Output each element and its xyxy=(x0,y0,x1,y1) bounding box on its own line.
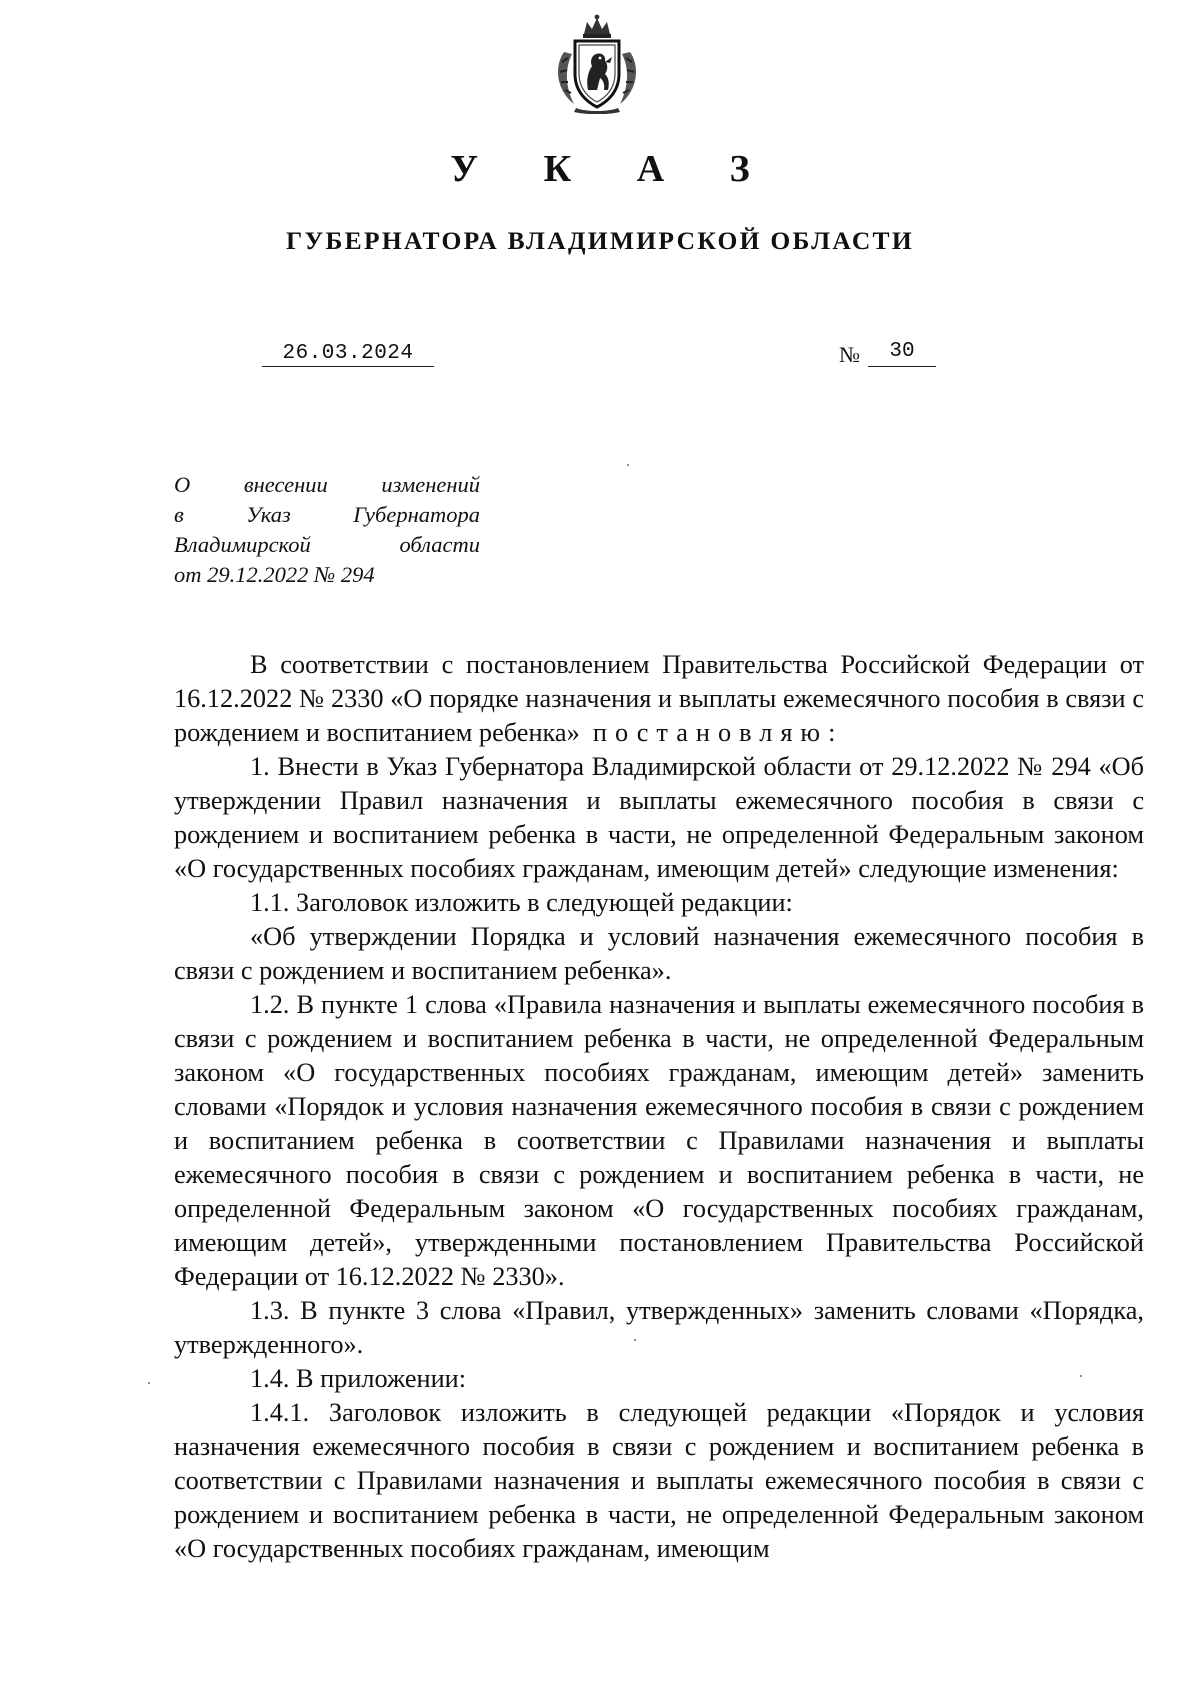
subject-line: О внесении изменений xyxy=(174,472,480,497)
paragraph-1: 1. Внести в Указ Губернатора Владимирской области от 29.12.2022 № 294 «Об утверждении Правил назначения и выплаты ежемесячного пособия в связи с рождением и воспитанием ребенка в части, не определенной Федеральным законом «О государственных пособиях гражданам, имеющим детей» следующие изменения: xyxy=(174,752,1144,883)
paragraph-1-2: 1.2. В пункте 1 слова «Правила назначения и выплаты ежемесячного пособия в связи с рождением и воспитанием ребенка в части, не определенной Федеральным законом «О государственных пособиях гражданам, имеющим детей» заменить словами «Порядок и условия назначения ежемесячного пособия в связи с рождением и воспитанием ребенка в соответствии с Правилами назначения и выплаты ежемесячного пособия в связи с рождением и воспитанием ребенка в части, не определенной Федеральным законом «О государственных пособиях гражданам, имеющим детей», утвержденными постановлением Правительства Российской Федерации от 16.12.2022 № 2330». xyxy=(174,990,1144,1291)
preamble-paragraph: В соответствии с постановлением Правительства Российской Федерации от 16.12.2022 № 2330 «О порядке назначения и выплаты ежемесячного пособия в связи с рождением и воспитанием ребенка» постановляю: xyxy=(174,650,1144,747)
paragraph-1-1: 1.1. Заголовок изложить в следующей редакции: xyxy=(250,888,793,917)
paragraph-1-3: 1.3. В пункте 3 слова «Правил, утвержденных» заменить словами «Порядка, утвержденного». xyxy=(174,1296,1144,1359)
decree-number: 30 xyxy=(868,340,936,367)
document-title: У К А З xyxy=(450,148,778,190)
scan-speck xyxy=(1080,1375,1082,1377)
subject-line: Владимирской области xyxy=(174,532,480,557)
decree-date: 26.03.2024 xyxy=(262,342,434,367)
paragraph-1-4-1: 1.4.1. Заголовок изложить в следующей редакции «Порядок и условия назначения ежемесячного пособия в связи с рождением и воспитанием ребенка в соответствии с Правилами назначения и выплаты ежемесячного пособия в связи с рождением и воспитанием ребенка в части, не определенной Федеральным законом «О государственных пособиях гражданам, имеющим xyxy=(174,1398,1144,1563)
scan-speck xyxy=(634,1339,636,1341)
number-sign: № xyxy=(839,342,860,367)
scan-speck xyxy=(627,464,629,466)
document-issuer: ГУБЕРНАТОРА ВЛАДИМИРСКОЙ ОБЛАСТИ xyxy=(285,226,914,255)
paragraph-1-4: 1.4. В приложении: xyxy=(250,1364,467,1393)
scan-speck xyxy=(148,1382,150,1384)
subject-line: от 29.12.2022 № 294 xyxy=(174,562,375,587)
paragraph-1-1-quote: «Об утверждении Порядка и условий назначения ежемесячного пособия в связи с рождением и воспитанием ребенка». xyxy=(174,922,1144,985)
decree-subject xyxy=(174,470,480,590)
coat-of-arms-emblem xyxy=(550,14,644,114)
subject-line: в Указ Губернатора xyxy=(174,502,480,527)
decree-body xyxy=(174,648,1144,1566)
decree-verb: постановляю xyxy=(592,718,829,747)
